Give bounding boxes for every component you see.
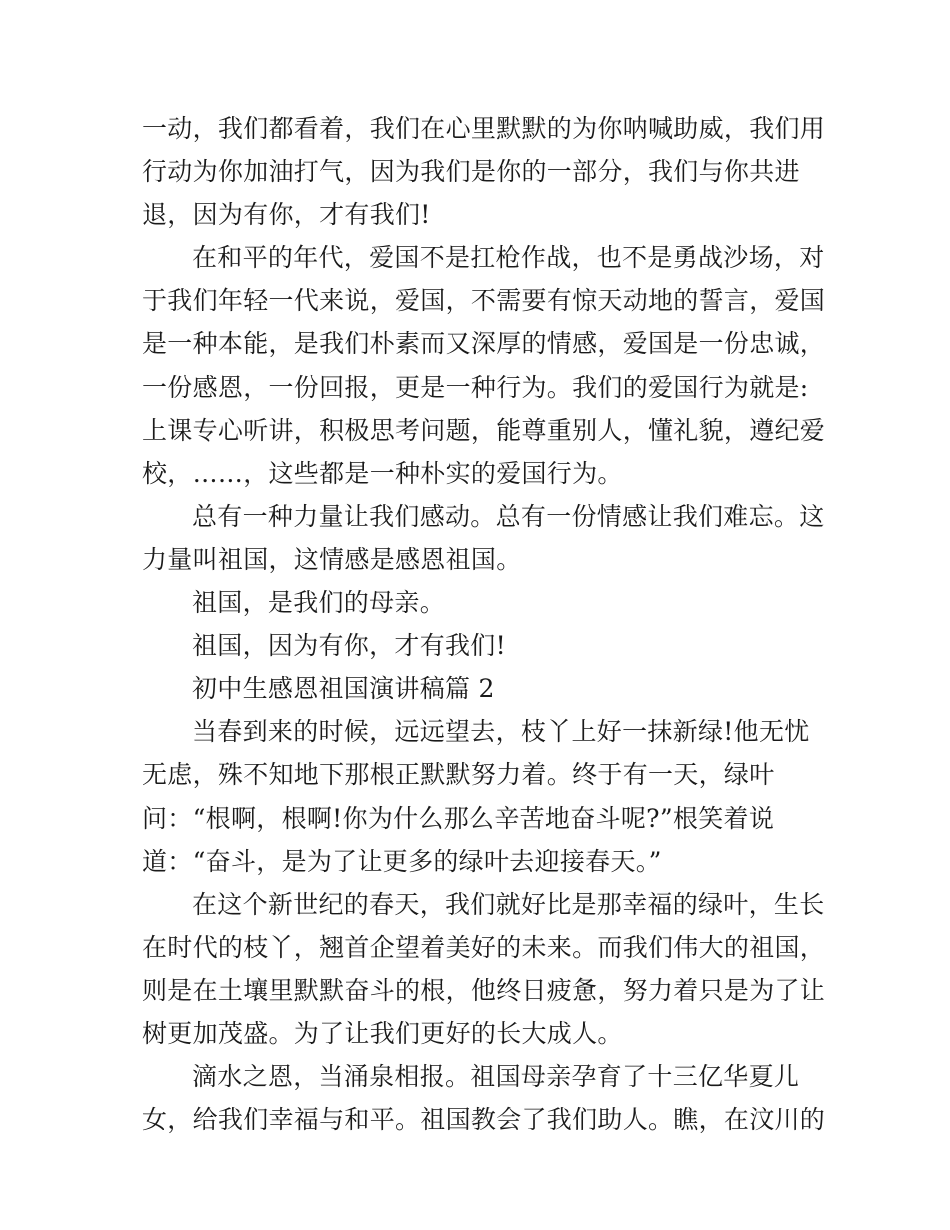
text-line: 一份感恩，一份回报，更是一种行为。我们的爱国行为就是:	[142, 372, 809, 402]
text-line: 行动为你加油打气，因为我们是你的一部分，我们与你共进	[142, 157, 800, 187]
text-line: 力量叫祖国，这情感是感恩祖国。	[142, 544, 522, 574]
text-line: 是一种本能，是我们朴素而又深厚的情感，爱国是一份忠诚，	[142, 329, 826, 359]
text-line: 当春到来的时候，远远望去，枝丫上好一抹新绿!他无忧	[192, 717, 810, 747]
text-line: 无虑，殊不知地下那根正默默努力着。终于有一天，绿叶	[142, 760, 775, 790]
text-line: 祖国，因为有你，才有我们!	[192, 631, 506, 661]
text-line: 在和平的年代，爱国不是扛枪作战，也不是勇战沙场，对	[192, 243, 825, 273]
text-line: 问：“根啊，根啊!你为什么那么辛苦地奋斗呢?”根笑着说	[142, 803, 775, 833]
text-line: 总有一种力量让我们感动。总有一份情感让我们难忘。这	[192, 501, 825, 531]
text-line: 一动，我们都看着，我们在心里默默的为你呐喊助威，我们用	[142, 114, 826, 143]
text-line: 祖国，是我们的母亲。	[192, 588, 446, 618]
text-line: 退，因为有你，才有我们!	[142, 200, 431, 230]
text-line: 滴水之恩，当涌泉相报。祖国母亲孕育了十三亿华夏儿	[192, 1062, 800, 1092]
text-line: 于我们年轻一代来说，爱国，不需要有惊天动地的誓言，爱国	[142, 286, 826, 316]
text-line: 在这个新世纪的春天，我们就好比是那幸福的绿叶，生长	[192, 889, 825, 919]
document-body	[142, 107, 826, 1141]
text-line: 则是在土壤里默默奋斗的根，他终日疲惫，努力着只是为了让	[142, 975, 826, 1005]
text-line: 校，……，这些都是一种朴实的爱国行为。	[142, 458, 623, 488]
text-line: 树更加茂盛。为了让我们更好的长大成人。	[142, 1018, 623, 1048]
text-line: 女，给我们幸福与和平。祖国教会了我们助人。瞧，在汶川的	[142, 1105, 826, 1135]
text-line: 初中生感恩祖国演讲稿篇 2	[192, 674, 495, 704]
text-line: 上课专心听讲，积极思考问题，能尊重别人，懂礼貌，遵纪爱	[142, 415, 826, 445]
text-line: 在时代的枝丫，翘首企望着美好的未来。而我们伟大的祖国，	[142, 932, 826, 962]
text-line: 道：“奋斗，是为了让更多的绿叶去迎接春天。”	[142, 846, 662, 876]
